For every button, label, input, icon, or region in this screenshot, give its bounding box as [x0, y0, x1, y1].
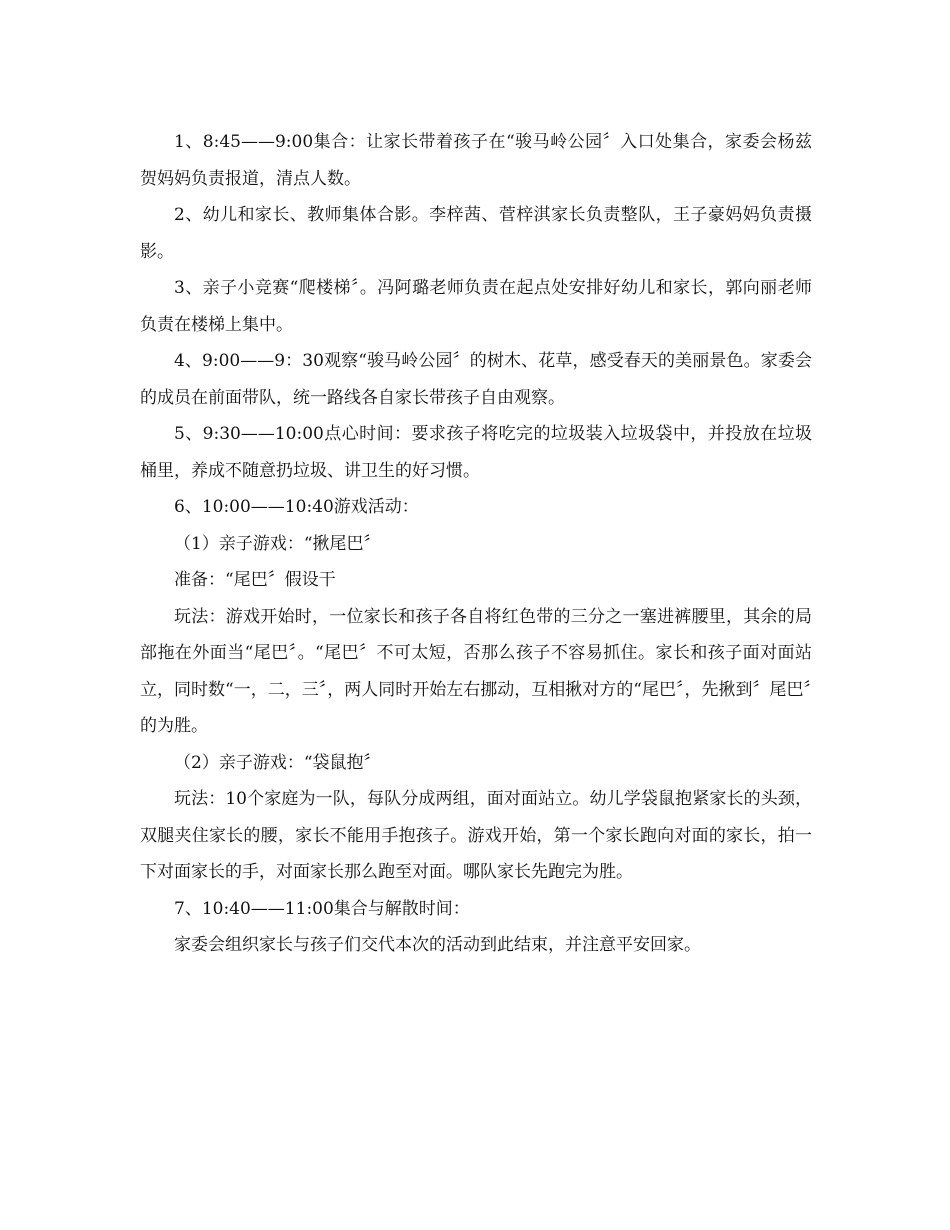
paragraph-7-dismissal: 7、10:40——11:00集合与解散时间： — [174, 898, 470, 919]
paragraph-game-1-title: （1）亲子游戏：“揪尾巴〞 — [174, 533, 381, 554]
paragraph-2-group-photo: 2、幼儿和家长、教师集体合影。李梓茜、菅梓淇家长负责整队，王子豪妈妈负责摄影。 — [140, 205, 812, 262]
paragraph-game-2-title: （2）亲子游戏：“袋鼠抱〞 — [174, 752, 381, 773]
paragraph-6-game-activities: 6、10:00——10:40游戏活动： — [174, 497, 419, 517]
paragraph-game-1-preparation: 准备：“尾巴〞假设干 — [174, 570, 336, 590]
paragraph-game-2-rules: 玩法：10个家庭为一队，每队分成两组，面对面站立。幼儿学袋鼠抱紧家长的头颈， 双腿夹住家长的腰，家长不能用手抱孩子。游戏开始，第一个家长跑向对面的家长，拍一下对面家长的手，对面家长那么跑至对面。哪队家长先跑完为胜。 — [140, 789, 812, 882]
paragraph-closing: 家委会组织家长与孩子们交代本次的活动到此结束，并注意平安回家。 — [174, 935, 701, 955]
paragraph-4-observation: 4、9:00——9：30观察“骏马岭公园〞的树木、花草，感受春天的美丽景色。家委会的成员在前面带队，统一路线各自家长带孩子自由观察。 — [140, 351, 812, 408]
document-body — [140, 124, 812, 964]
paragraph-1-assembly: 1、8:45——9:00集合：让家长带着孩子在“骏马岭公园〞入口处集合，家委会杨兹贺妈妈负责报道，清点人数。 — [140, 132, 812, 189]
paragraph-3-stair-contest: 3、亲子小竞赛“爬楼梯〞。冯阿璐老师负责在起点处安排好幼儿和家长，郭向丽老师负责在楼梯上集中。 — [140, 278, 812, 335]
paragraph-game-1-rules: 玩法：游戏开始时，一位家长和孩子各自将红色带的三分之一塞进裤腰里，其余的局部拖在外面当“尾巴〞。“尾巴〞不可太短，否那么孩子不容易抓住。家长和孩子面对面站立，同时数“一，二，三〞，两人同时开始左右挪动，互相揪对方的“尾巴〞，先揪到〞尾巴〞的为胜。 — [140, 606, 812, 736]
paragraph-5-snack-time: 5、9:30——10:00点心时间：要求孩子将吃完的垃圾装入垃圾袋中，并投放在垃圾桶里，养成不随意扔垃圾、讲卫生的好习惯。 — [140, 424, 812, 481]
